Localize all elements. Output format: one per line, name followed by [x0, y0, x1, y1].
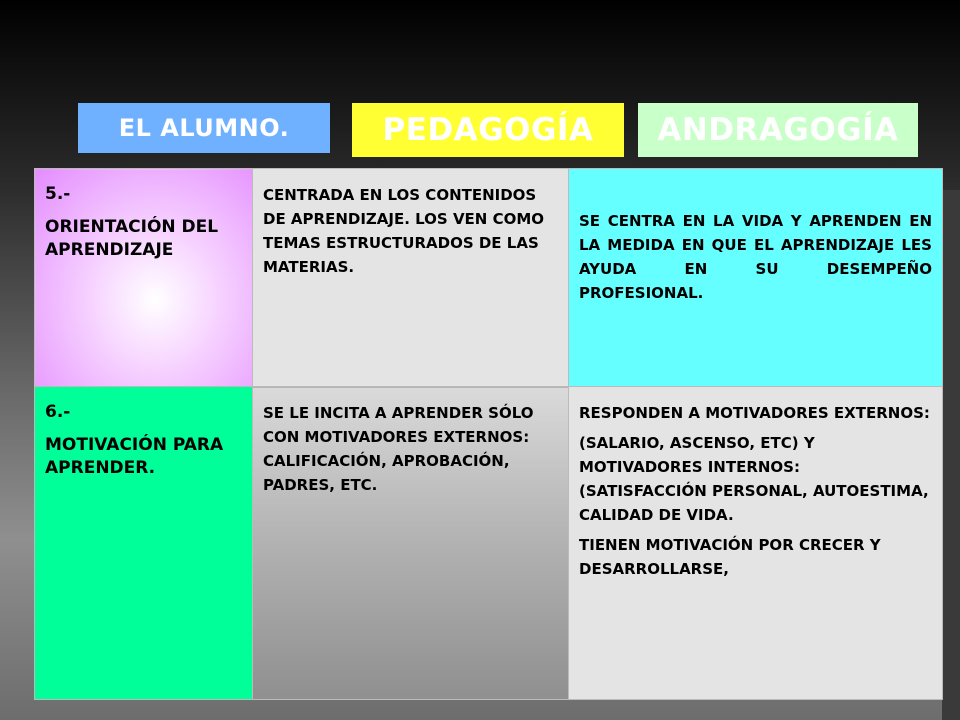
header-pedagogia-label: PEDAGOGÍA: [382, 112, 594, 148]
table-row: [35, 387, 943, 700]
header-el-alumno-label: EL ALUMNO.: [118, 114, 290, 142]
header-andragogia: [638, 103, 918, 157]
row6-andragogia-text-2: (SALARIO, ASCENSO, ETC) Y MOTIVADORES INTERNOS: (SATISFACCIÓN PERSONAL, AUTOESTIMA, CALIDAD DE VIDA.: [579, 434, 929, 524]
row6-number: 6.-: [45, 402, 71, 422]
row5-pedagogia-text: CENTRADA EN LOS CONTENIDOS DE APRENDIZAJE. LOS VEN COMO TEMAS ESTRUCTURADOS DE LAS MATERIAS.: [263, 186, 545, 276]
row6-andragogia-text-3: TIENEN MOTIVACIÓN POR CRECER Y DESARROLLARSE,: [579, 536, 881, 578]
row6-label: MOTIVACIÓN PARA APRENDER.: [45, 434, 224, 478]
right-edge-shadow: [942, 190, 960, 720]
header-pedagogia: [352, 103, 624, 157]
row6-label-cell: [35, 387, 253, 700]
row5-label-cell: [35, 169, 253, 387]
row6-andragogia-text-1: RESPONDEN A MOTIVADORES EXTERNOS:: [579, 404, 930, 422]
row6-pedagogia-text: SE LE INCITA A APRENDER SÓLO CON MOTIVADORES EXTERNOS: CALIFICACIÓN, APROBACIÓN, PADRES, ETC.: [263, 404, 534, 494]
row5-andragogia-text: SE CENTRA EN LA VIDA Y APRENDEN EN LA MEDIDA EN QUE EL APRENDIZAJE LES AYUDA EN SU DESEMPEÑO PROFESIONAL.: [579, 212, 932, 302]
comparison-table: [34, 168, 943, 700]
table-row: [35, 169, 943, 387]
header-el-alumno: [78, 103, 330, 153]
row5-number: 5.-: [45, 184, 71, 204]
row6-andragogia-cell: [569, 387, 943, 700]
row6-pedagogia-cell: [253, 387, 569, 700]
row5-label: ORIENTACIÓN DEL APRENDIZAJE: [45, 216, 219, 260]
row5-andragogia-cell: [569, 169, 943, 387]
row5-pedagogia-cell: [253, 169, 569, 387]
header-andragogia-label: ANDRAGOGÍA: [657, 112, 899, 148]
